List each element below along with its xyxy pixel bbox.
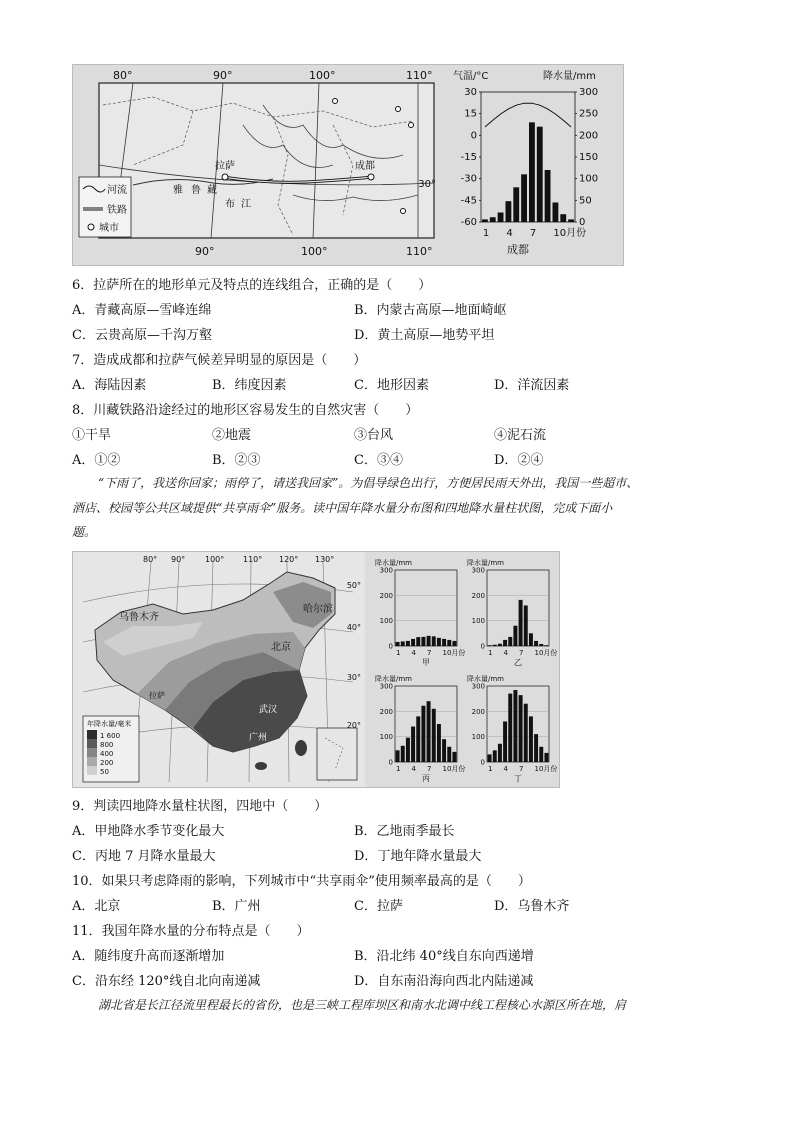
- precip-bar: [545, 170, 551, 222]
- precip-bar: [503, 721, 507, 762]
- precip-bar: [537, 127, 543, 222]
- lon-top-90: 90°: [213, 69, 233, 82]
- q6-option-c[interactable]: C．云贵高原—千沟万壑: [72, 328, 212, 343]
- figure-2: [72, 551, 560, 788]
- q10-option-a[interactable]: A．北京: [72, 899, 121, 914]
- precip-bar: [411, 727, 415, 762]
- svg-text:江: 江: [241, 199, 251, 210]
- legend-railway: 铁路: [107, 205, 127, 216]
- precip-bar: [521, 174, 527, 222]
- figure-1: [72, 64, 624, 266]
- chart-ytick: 300: [379, 682, 393, 691]
- passage-1-line-3: 题。: [72, 525, 97, 539]
- chengdu-climate-chart: [445, 65, 621, 265]
- precip-bar: [401, 746, 405, 762]
- precip-bar: [396, 750, 400, 762]
- lat-30: 30°: [418, 179, 436, 190]
- precip-bar: [452, 752, 456, 762]
- city-beijing: 北京: [271, 642, 291, 653]
- chart-xtick: 4: [503, 649, 508, 657]
- chart-xtick: 7: [519, 765, 524, 773]
- temp-tick: 15: [464, 108, 477, 120]
- precip-bar: [427, 636, 431, 646]
- q8-statement-4: ④泥石流: [494, 428, 547, 443]
- svg-text:200: 200: [100, 759, 114, 767]
- svg-text:鲁: 鲁: [191, 185, 201, 196]
- q9-option-b[interactable]: B．乙地雨季最长: [354, 824, 455, 839]
- precip-bar: [498, 644, 502, 646]
- temp-tick: -60: [460, 217, 477, 228]
- svg-text:20°: 20°: [346, 721, 361, 730]
- passage-2-line-1: 湖北省是长江径流里程最长的省份，也是三峡工程库坝区和南水北调中线工程核心水源区所在地，肩: [98, 998, 627, 1012]
- svg-text:90°: 90°: [171, 555, 186, 564]
- label-chengdu: 成都: [355, 161, 375, 172]
- lhasa-city-marker: [222, 174, 228, 180]
- precip-bar: [432, 709, 436, 762]
- lon-bottom-90: 90°: [195, 245, 215, 258]
- legend-river: 河流: [107, 185, 127, 196]
- q7-option-c[interactable]: C．地形因素: [354, 378, 429, 393]
- chart-ytick: 0: [388, 642, 393, 651]
- chart-caption: 丙: [422, 774, 430, 783]
- chart-xtick: 4: [411, 765, 416, 773]
- lon-bottom-100: 100°: [301, 245, 328, 258]
- precip-bar: [513, 690, 517, 762]
- city-wuhan: 武汉: [259, 705, 278, 715]
- precip-chart-乙: [467, 558, 557, 667]
- precip-bar: [508, 694, 512, 762]
- chart-xtick: 10月份: [442, 649, 466, 657]
- svg-text:130°: 130°: [315, 555, 335, 564]
- chart-xtick: 10月份: [442, 765, 466, 773]
- climate-chart-caption: 成都: [507, 243, 529, 256]
- chart-xtick: 1: [396, 765, 401, 773]
- precip-bar: [539, 644, 543, 646]
- q11-option-d[interactable]: D．自东南沿海向西北内陆递减: [354, 974, 534, 989]
- question-9: 9．判读四地降水量柱状图，四地中（ ）: [72, 799, 328, 814]
- month-tick: 1: [482, 228, 490, 239]
- svg-text:120°: 120°: [279, 555, 299, 564]
- precip-bar: [529, 633, 533, 646]
- precip-bar: [534, 641, 538, 646]
- chart-ytick: 300: [471, 682, 485, 691]
- precip-bar: [498, 212, 504, 222]
- precip-bar: [421, 706, 425, 762]
- chart-ytick: 0: [388, 758, 393, 767]
- precip-tick: 300: [579, 87, 599, 98]
- chart-caption: 乙: [514, 658, 522, 667]
- precip-axis-label: 降水量/mm: [543, 71, 596, 82]
- precip-bar: [493, 645, 497, 646]
- precip-tick: 250: [579, 108, 599, 120]
- q8-statement-3: ③台风: [354, 428, 394, 443]
- svg-text:50: 50: [100, 768, 109, 776]
- temp-tick: -30: [460, 173, 477, 185]
- city-lhasa: 拉萨: [149, 691, 165, 700]
- temp-tick: -15: [460, 152, 477, 163]
- precip-bar: [452, 641, 456, 646]
- q6-option-d[interactable]: D．黄土高原—地势平坦: [354, 328, 495, 343]
- precip-bar: [421, 637, 425, 646]
- svg-text:80°: 80°: [143, 555, 158, 564]
- precip-legend-title: 年降水量/毫米: [87, 720, 132, 728]
- chart-ytick: 0: [480, 758, 485, 767]
- q7-option-b[interactable]: B．纬度因素: [212, 378, 287, 393]
- lon-top-80: 80°: [113, 69, 133, 82]
- precip-bar: [482, 219, 488, 222]
- svg-text:50°: 50°: [346, 581, 361, 590]
- chart-xtick: 4: [503, 765, 508, 773]
- precip-bar: [442, 639, 446, 646]
- precip-bar: [493, 750, 497, 762]
- passage-1-line-2: 酒店、校园等公共区域提供“共享雨伞”服务。读中国年降水量分布图和四地降水量柱状图，完成下面小: [72, 501, 613, 515]
- lon-top-110: 110°: [406, 69, 433, 82]
- precip-bar: [437, 638, 441, 646]
- precip-bar: [427, 701, 431, 762]
- precip-bar: [529, 716, 533, 762]
- china-precipitation-map: [73, 552, 365, 787]
- temp-tick: 0: [470, 130, 477, 142]
- precip-bar: [524, 605, 528, 646]
- question-11: 11．我国年降水量的分布特点是（ ）: [72, 924, 310, 939]
- precip-bar: [488, 754, 492, 762]
- precip-bar: [506, 201, 512, 222]
- chart-ytick: 100: [379, 617, 393, 626]
- chart-ytick: 200: [379, 591, 393, 600]
- question-10: 10．如果只考虑降雨的影响，下列城市中“共享雨伞”使用频率最高的是（ ）: [72, 874, 531, 889]
- chart-xtick: 1: [396, 649, 401, 657]
- chart-ytick: 200: [471, 707, 485, 716]
- chart-ylabel: 降水量/mm: [375, 559, 412, 567]
- chart-ytick: 100: [471, 733, 485, 742]
- passage-1-line-1: “下雨了，我送你回家；雨停了，请送我回家”。为倡导绿色出行，方便居民雨天外出，我国一些超市、: [98, 476, 639, 490]
- precip-bar: [513, 187, 519, 222]
- precip-bar: [406, 641, 410, 646]
- svg-text:400: 400: [100, 750, 114, 758]
- chart-xtick: 10月份: [534, 765, 557, 773]
- precip-tick: 200: [579, 130, 599, 142]
- chart-caption: 丁: [514, 774, 522, 783]
- svg-text:30°: 30°: [346, 673, 361, 682]
- question-7: 7．造成成都和拉萨气候差异明显的原因是（ ）: [72, 353, 367, 368]
- precip-bar: [508, 637, 512, 646]
- lon-bottom-110: 110°: [406, 245, 433, 258]
- precip-bar: [490, 217, 496, 222]
- chart-xtick: 7: [427, 765, 432, 773]
- precip-bar: [411, 639, 415, 646]
- temp-tick: 30: [464, 87, 477, 98]
- precip-bar: [447, 747, 451, 762]
- precip-chart-丙: [375, 674, 465, 783]
- q9-option-c[interactable]: C．丙地 7 月降水量最大: [72, 849, 216, 864]
- legend-city: 城市: [99, 223, 119, 234]
- chart-ytick: 300: [471, 566, 485, 575]
- precip-bar: [432, 636, 436, 646]
- chart-xtick: 1: [488, 649, 493, 657]
- precip-bar: [568, 219, 574, 222]
- precip-bar: [442, 739, 446, 762]
- chart-xtick: 1: [488, 765, 493, 773]
- svg-text:110°: 110°: [243, 555, 263, 564]
- four-precip-charts: [369, 552, 557, 787]
- precip-bar: [406, 738, 410, 762]
- tibet-sichuan-map: [73, 65, 438, 265]
- precip-bar: [396, 642, 400, 646]
- chart-ylabel: 降水量/mm: [467, 675, 504, 683]
- chart-ytick: 0: [480, 642, 485, 651]
- temperature-curve: [485, 103, 571, 127]
- month-tick: 4: [506, 228, 513, 239]
- chart-caption: 甲: [422, 658, 430, 667]
- precip-bar: [529, 122, 535, 222]
- chart-xtick: 7: [519, 649, 524, 657]
- precip-bar: [544, 645, 548, 646]
- precip-bar: [519, 695, 523, 762]
- temp-tick: -45: [460, 195, 477, 207]
- precip-chart-甲: [375, 558, 465, 667]
- q11-option-b[interactable]: B．沿北纬 40°线自东向西递增: [354, 949, 534, 964]
- q10-option-c[interactable]: C．拉萨: [354, 899, 403, 914]
- month-tick: 10月份: [553, 228, 587, 239]
- precip-bar: [401, 641, 405, 646]
- svg-text:100°: 100°: [205, 555, 225, 564]
- svg-text:雅: 雅: [173, 185, 183, 196]
- chart-xtick: 4: [411, 649, 416, 657]
- precip-bar: [534, 734, 538, 762]
- chart-ytick: 100: [471, 617, 485, 626]
- precip-bar: [524, 704, 528, 762]
- city-urumqi: 乌鲁木齐: [119, 612, 159, 623]
- precip-bar: [498, 744, 502, 762]
- q8-statement-2: ②地震: [212, 428, 252, 443]
- q7-option-a[interactable]: A．海陆因素: [72, 378, 147, 393]
- q9-option-a[interactable]: A．甲地降水季节变化最大: [72, 824, 225, 839]
- precip-tick: 0: [579, 217, 586, 228]
- month-tick: 7: [529, 228, 537, 239]
- q8-option-b[interactable]: B．②③: [212, 453, 261, 468]
- chart-ytick: 200: [379, 707, 393, 716]
- chart-ylabel: 降水量/mm: [467, 559, 504, 567]
- chart-xtick: 10月份: [534, 649, 557, 657]
- precip-bar: [544, 753, 548, 762]
- q6-option-a[interactable]: A．青藏高原—雪峰连绵: [72, 303, 212, 318]
- question-8: 8．川藏铁路沿途经过的地形区容易发生的自然灾害（ ）: [72, 403, 419, 418]
- chart-ytick: 300: [379, 566, 393, 575]
- precip-bar: [488, 645, 492, 646]
- precip-bar: [437, 724, 441, 762]
- precip-bar: [513, 626, 517, 646]
- precip-chart-丁: [467, 674, 557, 783]
- question-6: 6．拉萨所在的地形单元及特点的连线组合，正确的是（ ）: [72, 278, 432, 293]
- precip-bar: [539, 747, 543, 762]
- chart-xtick: 7: [427, 649, 432, 657]
- precip-bar: [553, 203, 559, 223]
- q6-option-b[interactable]: B．内蒙古高原—地面崎岖: [354, 303, 507, 318]
- precip-tick: 100: [579, 173, 599, 185]
- chart-ylabel: 降水量/mm: [375, 675, 412, 683]
- chengdu-city-marker: [368, 174, 374, 180]
- precip-tick: 50: [579, 195, 592, 207]
- chart-ytick: 100: [379, 733, 393, 742]
- precip-bar: [447, 640, 451, 646]
- q11-option-a[interactable]: A．随纬度升高而逐渐增加: [72, 949, 225, 964]
- q11-option-c[interactable]: C．沿东经 120°线自北向南递减: [72, 974, 261, 989]
- q8-statement-1: ①干旱: [72, 428, 112, 443]
- city-guangzhou: 广州: [249, 733, 268, 743]
- precip-bar: [519, 600, 523, 646]
- q10-option-b[interactable]: B．广州: [212, 899, 261, 914]
- chart-ytick: 200: [471, 591, 485, 600]
- lon-top-100: 100°: [309, 69, 336, 82]
- temp-axis-label: 气温/°C: [453, 71, 489, 82]
- q8-option-d[interactable]: D．②④: [494, 453, 544, 468]
- precip-bar: [560, 214, 566, 222]
- precip-bar: [416, 716, 420, 762]
- q7-option-d[interactable]: D．洋流因素: [494, 378, 570, 393]
- q8-option-c[interactable]: C．③④: [354, 453, 403, 468]
- svg-text:1 600: 1 600: [100, 732, 121, 740]
- svg-text:布: 布: [225, 199, 235, 210]
- svg-text:40°: 40°: [346, 623, 361, 632]
- precip-tick: 150: [579, 152, 599, 163]
- precip-bar: [416, 637, 420, 646]
- q10-option-d[interactable]: D．乌鲁木齐: [494, 899, 570, 914]
- city-harbin: 哈尔滨: [303, 604, 333, 615]
- svg-text:藏: 藏: [207, 185, 217, 196]
- q8-option-a[interactable]: A．①②: [72, 453, 121, 468]
- label-lhasa: 拉萨: [215, 161, 235, 172]
- q9-option-d[interactable]: D．丁地年降水量最大: [354, 849, 482, 864]
- precip-bar: [503, 640, 507, 646]
- svg-text:800: 800: [100, 741, 114, 749]
